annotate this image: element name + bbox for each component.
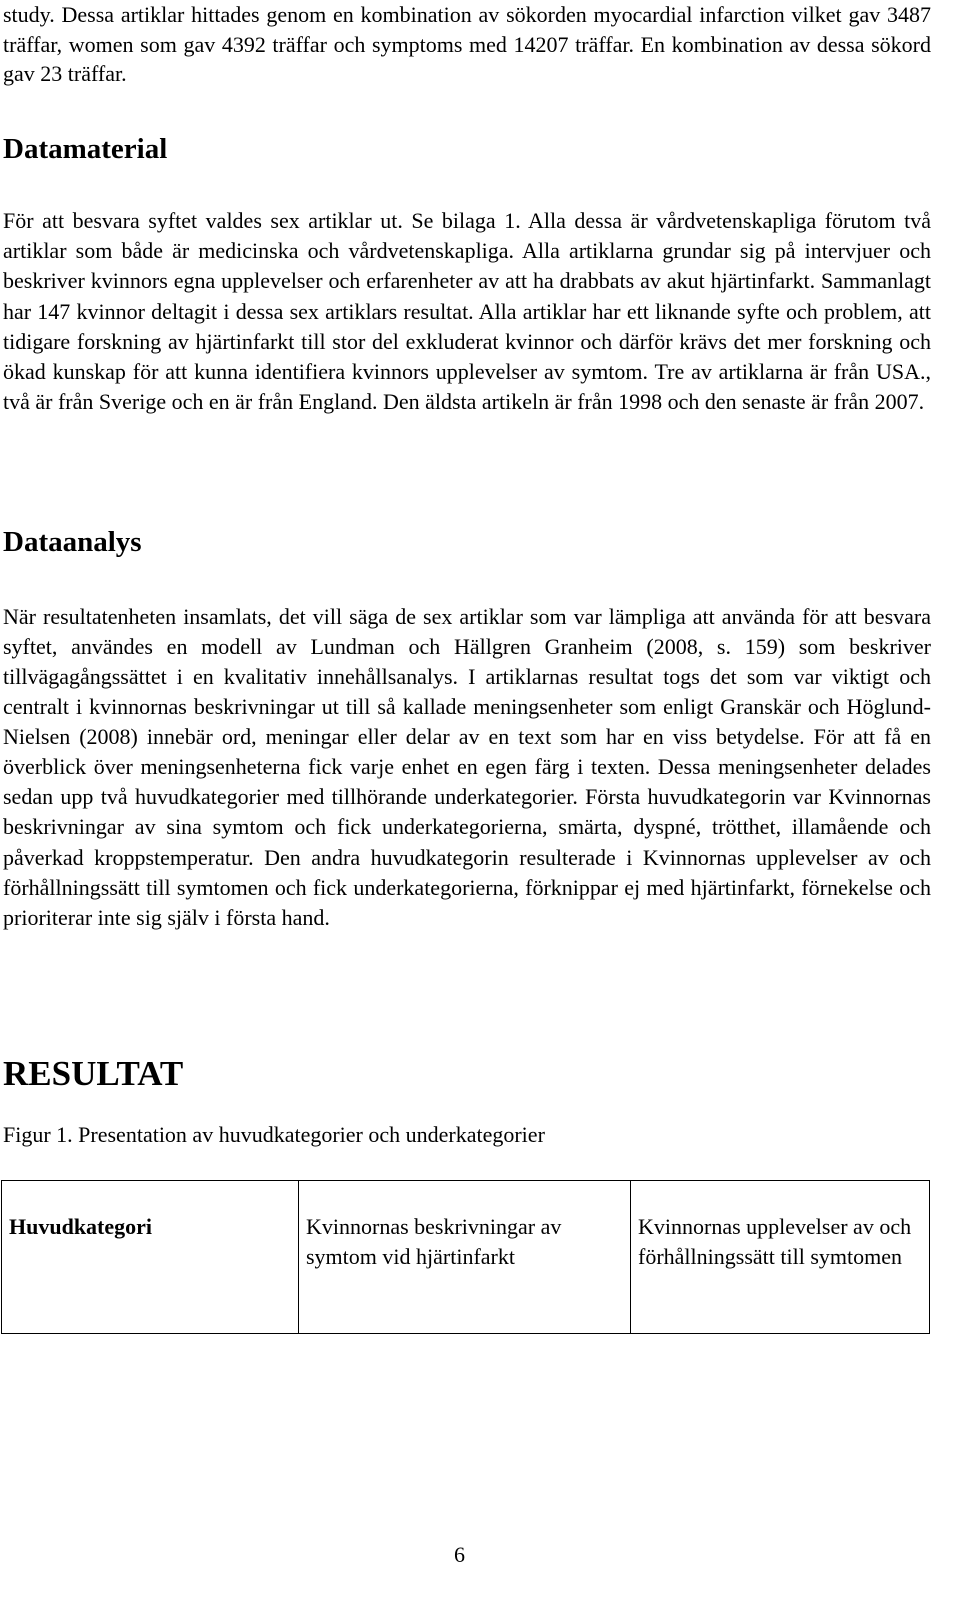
datamaterial-paragraph: För att besvara syftet valdes sex artiklar ut. Se bilaga 1. Alla dessa är vårdvetenskapliga förutom två artiklar som både är medicinska och vårdvetenskapliga. Alla artiklarna grundar sig på intervjuer och beskriver kvinnors egna upplevelser och erfarenheter av att ha drabbats av akut hjärtinfarkt. Sammanlagt har 147 kvinnor deltagit i dessa sex artiklars resultat. Alla artiklar har ett liknande syfte och problem, att tidigare forskning av hjärtinfarkt till stor del exkluderat kvinnor och därför krävs det mer forskning och ökad kunskap för att kunna identifiera kvinnors upplevelser av symtom. Tre av artiklarna är från USA., två är från Sverige och en är från England. Den äldsta artikeln är från 1998 och den senaste är från 2007. bbox=[3, 208, 931, 415]
table-cell-huvudkategori: Huvudkategori bbox=[2, 1181, 299, 1334]
dataanalys-paragraph: När resultatenheten insamlats, det vill säga de sex artiklar som var lämpliga att använda för att besvara syftet, användes en modell av Lundman och Hällgren Granheim (2008, s. 159) som beskriver tillvägagångssättet i en kvalitativ innehållsanalys. I artiklarnas resultat togs det som var viktigt och centralt i kvinnornas beskrivningar ut till så kallade meningsenheter som enligt Granskär och Höglund-Nielsen (2008) innebär ord, meningar eller delar av en text som har en viss betydelse. För att få en överblick över meningsenheterna fick varje enhet en egen färg i texten. Dessa meningsenheter delades sedan upp två huvudkategorier med tillhörande underkategorier. Första huvudkategorin var Kvinnornas beskrivningar av sina symtom och fick underkategorierna, smärta, dyspné, trötthet, illamående och påverkad kroppstemperatur. Den andra huvudkategorin resulterade i Kvinnornas upplevelser av och förhållningssätt till symtomen och fick underkategorierna, förknippar ej med hjärtinfarkt, förnekelse och prioriterar inte sig själv i första hand. bbox=[3, 604, 931, 930]
intro-paragraph: study. Dessa artiklar hittades genom en kombination av sökorden myocardial infarction vilket gav 3487 träffar, women som gav 4392 träffar och symptoms med 14207 träffar. En kombination av dessa sökord gav 23 träffar. bbox=[3, 2, 931, 86]
figure-caption: Figur 1. Presentation av huvudkategorier och underkategorier bbox=[3, 1122, 545, 1147]
table-cell-beskrivningar: Kvinnornas beskrivningar av symtom vid hjärtinfarkt bbox=[299, 1181, 631, 1334]
heading-resultat: RESULTAT bbox=[3, 1054, 184, 1093]
table-row bbox=[2, 1181, 930, 1334]
page-number: 6 bbox=[454, 1542, 465, 1567]
table-cell-upplevelser: Kvinnornas upplevelser av och förhållningssätt till symtomen bbox=[631, 1181, 930, 1334]
heading-dataanalys: Dataanalys bbox=[3, 526, 142, 558]
category-table bbox=[1, 1180, 930, 1334]
heading-datamaterial: Datamaterial bbox=[3, 133, 168, 165]
